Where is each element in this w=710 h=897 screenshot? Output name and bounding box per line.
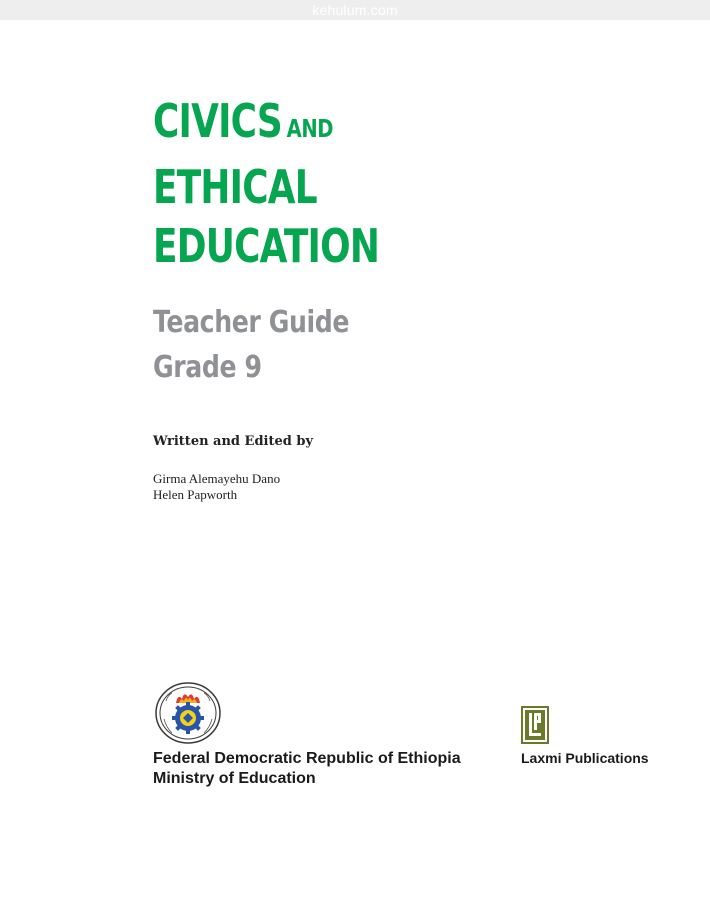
- subtitle-teacher-guide: Teacher Guide: [153, 305, 350, 340]
- ministry-name: Ministry of Education: [153, 770, 316, 787]
- title-and: AND: [286, 114, 334, 143]
- title-line-3: EDUCATION: [153, 219, 380, 273]
- laxmi-publications-logo-icon: [521, 706, 549, 744]
- publisher-name: Laxmi Publications: [521, 750, 649, 766]
- credits-heading: Written and Edited by: [153, 434, 314, 449]
- title-line-1: [153, 92, 527, 158]
- watermark-text: kehulum.com: [312, 2, 398, 18]
- title-line-2: ETHICAL: [153, 160, 317, 214]
- title-civics: CIVICS: [153, 94, 282, 148]
- ethiopia-ministry-seal-icon: [154, 681, 222, 745]
- book-title: [153, 92, 633, 276]
- watermark-bar: [0, 0, 710, 20]
- ministry-country: Federal Democratic Republic of Ethiopia: [153, 750, 461, 767]
- subtitle-grade: Grade 9: [153, 350, 262, 385]
- author-name: Girma Alemayehu Dano: [153, 471, 281, 486]
- author-name: Helen Papworth: [153, 487, 238, 502]
